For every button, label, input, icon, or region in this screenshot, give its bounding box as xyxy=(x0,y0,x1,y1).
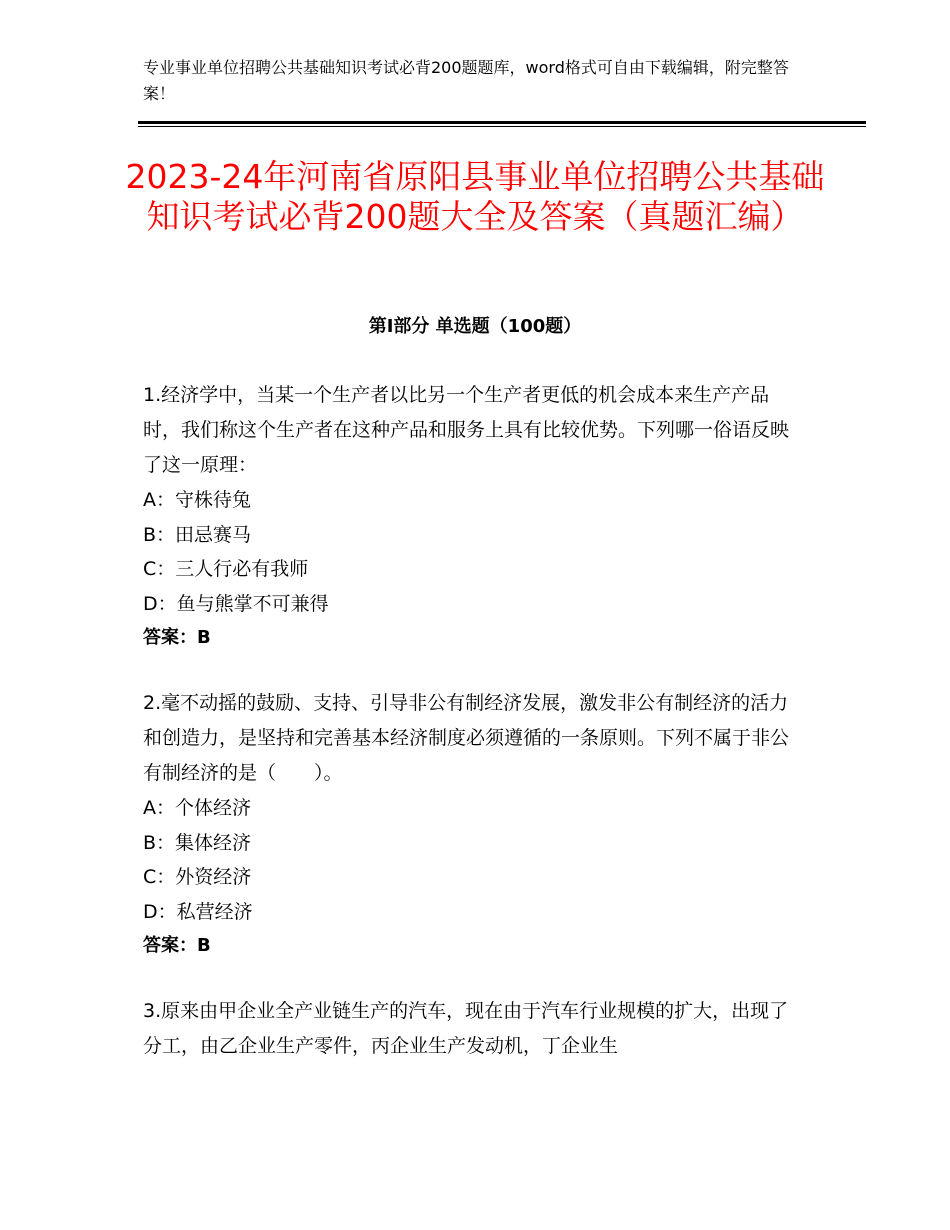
answer: 答案：B xyxy=(143,935,211,956)
question-stem: 3.原来由甲企业全产业链生产的汽车，现在由于汽车行业规模的扩大，出现了分工，由乙企业生产零件，丙企业生产发动机，丁企业生 xyxy=(143,1000,789,1057)
header-divider-thick xyxy=(138,121,866,124)
question-1 xyxy=(143,378,805,656)
option-c: C：外资经济 xyxy=(143,866,252,888)
question-3 xyxy=(143,994,805,1064)
option-d: D：鱼与熊掌不可兼得 xyxy=(143,592,329,615)
question-stem: 1.经济学中，当某一个生产者以比另一个生产者更低的机会成本来生产产品时，我们称这个生产者在这种产品和服务上具有比较优势。下列哪一俗语反映了这一原理： xyxy=(143,384,790,476)
answer: 答案：B xyxy=(143,627,211,648)
option-a: A：个体经济 xyxy=(143,797,251,819)
header-note: 专业事业单位招聘公共基础知识考试必背200题题库，word格式可自由下载编辑，附完整答案！ xyxy=(143,58,789,103)
header-divider-thin xyxy=(138,126,866,127)
option-a: A：守株待兔 xyxy=(143,489,251,511)
option-b: B：田忌赛马 xyxy=(143,523,252,546)
option-d: D：私营经济 xyxy=(143,900,253,923)
question-stem: 2.毫不动摇的鼓励、支持、引导非公有制经济发展，激发非公有制经济的活力和创造力，是坚持和完善基本经济制度必须遵循的一条原则。下列不属于非公有制经济的是（ ）。 xyxy=(143,692,790,784)
option-b: B：集体经济 xyxy=(143,831,252,854)
option-c: C：三人行必有我师 xyxy=(143,558,309,580)
section-title: 第Ⅰ部分 单选题（100题） xyxy=(368,316,582,337)
document-title: 2023-24年河南省原阳县事业单位招聘公共基础知识考试必背200题大全及答案（真题汇编） xyxy=(125,157,825,236)
question-2 xyxy=(143,686,805,964)
